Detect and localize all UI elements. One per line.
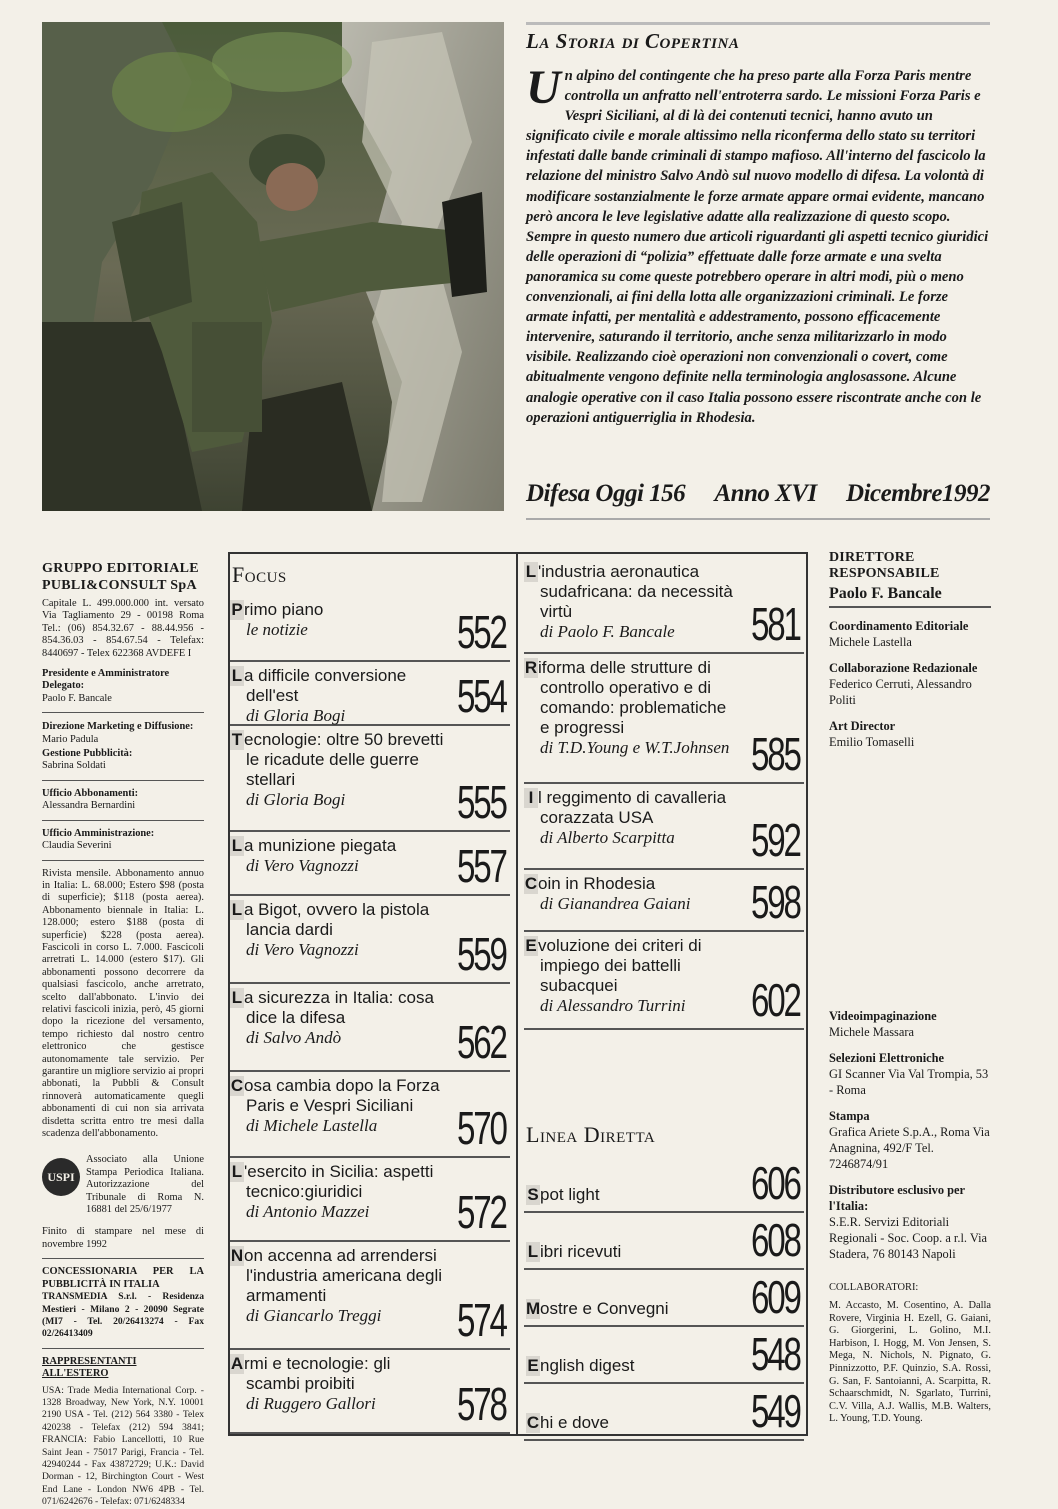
ads-heading: CONCESSIONARIA PER LA PUBBLICITÀ IN ITALIA (42, 1266, 204, 1290)
divider (42, 860, 204, 861)
toc-entry-title-text: a munizione piegata (244, 836, 397, 855)
toc-entry-page-number: 578 (457, 1378, 506, 1430)
toc-entry-initial: R (524, 658, 538, 677)
staff-role-label: Art Director (829, 719, 896, 733)
linea-entry-title (528, 1413, 609, 1433)
toc-entry (230, 984, 510, 1072)
director-label: DIRETTORE RESPONSABILE (829, 550, 940, 581)
toc-entry-title (524, 936, 740, 996)
toc-entry-page-number: 592 (751, 814, 800, 866)
toc-entry-title (230, 988, 446, 1028)
toc-entry-initial: I (524, 788, 538, 808)
toc-entry-initial: L (231, 666, 243, 685)
toc-entry-title (524, 788, 740, 828)
role-label: Ufficio Abbonamenti: (42, 787, 139, 799)
cover-story (526, 22, 990, 428)
staff-role-name: Federico Cerruti, Alessandro Politi (829, 677, 972, 707)
uspi-logo: USPI (42, 1158, 80, 1196)
print-date: Finito di stampare nel mese di novembre 1992 (42, 1226, 204, 1250)
toc-entry-initial: C (230, 1076, 244, 1095)
staff-column (829, 550, 991, 1426)
toc-entry (230, 1242, 510, 1350)
toc-entry-title (524, 874, 740, 894)
staff-role-label: Collaborazione Redazionale (829, 661, 978, 675)
role-name: Sabrina Soldati (42, 760, 106, 772)
toc-entry-title (230, 600, 446, 620)
toc-entry (524, 784, 804, 870)
toc-entry-author: di Salvo Andò (246, 1028, 342, 1047)
toc-entry-title-text: l reggimento di cavalleria corazzata USA (538, 788, 727, 827)
divider (42, 712, 204, 713)
staff-role-name: Grafica Ariete S.p.A., Roma Via Anagnina, 492/F Tel. 7246874/91 (829, 1125, 990, 1171)
toc-entry-title-text: a Bigot, ovvero la pistola lancia dardi (244, 900, 430, 939)
linea-entry-page-number: 609 (751, 1271, 800, 1323)
toc-entry-title-text: 'industria aeronautica sudafricana: da necessità virtù (538, 562, 733, 621)
toc-entry-page-number: 559 (457, 928, 506, 980)
collaborators-label: COLLABORATORI: (829, 1282, 919, 1293)
staff-role-label: Selezioni Elettroniche (829, 1051, 945, 1065)
linea-entry-title-text: hi e dove (540, 1413, 609, 1432)
linea-entry-initial: C (526, 1413, 540, 1432)
toc-entry-title-text: 'esercito in Sicilia: aspetti tecnico:giuridici (244, 1162, 434, 1201)
story-body (526, 61, 990, 428)
role-name: Mario Padula (42, 733, 99, 745)
toc-entry-page-number: 598 (751, 876, 800, 928)
linea-entry (524, 1213, 804, 1270)
toc-entry-page-number: 557 (457, 840, 506, 892)
linea-entry-title (528, 1356, 635, 1376)
staff-role-label: Videoimpaginazione (829, 1009, 937, 1023)
toc-entry-title-text: iforma delle strutture di controllo operativo e di comando: problematiche e progressi (538, 658, 727, 737)
staff-role-name: S.E.R. Servizi Editoriali Regionali - Soc. Coop. a r.l. Via Stadera, 76 80143 Napoli (829, 1215, 988, 1261)
toc-entry-author: di Gloria Bogi (246, 706, 346, 725)
toc-divider (516, 552, 518, 1436)
issue-date: Dicembre1992 (846, 480, 990, 507)
toc-entry-page-number: 572 (457, 1186, 506, 1238)
toc-entry-page-number: 581 (751, 598, 800, 650)
staff-role-label: Coordinamento Editoriale (829, 619, 969, 633)
toc-entry (524, 558, 804, 654)
toc-entry-author: di Alberto Scarpitta (540, 828, 675, 847)
foreign-text: USA: Trade Media International Corp. - 1328 Broadway, New York, N.Y. 10001 2190 USA - Tel. (212) 564 3380 - Telex 420238 - Telefax (212) 594 3841; FRANCIA: Fabio Lancellotti, 10 Rue Saint Jean - 75017 Parigi, Francia - Tel. 42940244 - Fax 43872729; U.K.: David Dorman - 12, Birchington Court - West End Lane - London NW6 4PB - Tel. 071/6242676 - Telefax: 071/6248334 (42, 1384, 204, 1508)
toc-entry-title (230, 1076, 446, 1116)
toc-entry-page-number: 555 (457, 776, 506, 828)
linea-entry-title (528, 1242, 621, 1262)
linea-entry-page-number: 608 (751, 1214, 800, 1266)
ads-text: TRANSMEDIA S.r.l. - Residenza Mestieri - Milano 2 - 20090 Segrate (MI7 - Tel. 20/26413274 - Fax 02/26413409 (42, 1291, 204, 1340)
story-title: La Storia di Copertina (526, 29, 740, 53)
linea-entry-title-text: pot light (540, 1185, 600, 1204)
director-name: Paolo F. Bancale (829, 586, 991, 608)
toc-entry-title-text: on accenna ad arrendersi l'industria americana degli armamenti (244, 1246, 443, 1305)
story-rule (526, 22, 990, 25)
publisher-address: Capitale L. 499.000.000 int. versato Via Tagliamento 29 - 00198 Roma Tel.: (06) 854.32.67 - 88.44.956 - 854.36.03 - 854.67.54 - Telefax: 8440697 - Telex 622368 AVDEFE I (42, 598, 204, 659)
toc-entry-author: di Gianandrea Gaiani (540, 894, 691, 913)
toc-entry-title (230, 1246, 446, 1306)
toc-entry (524, 932, 804, 1030)
toc-entry-page-number: 562 (457, 1016, 506, 1068)
toc-entry-initial: A (230, 1354, 244, 1373)
publisher-name: GRUPPO EDITORIALE PUBLI&CONSULT SpA (42, 561, 199, 593)
toc-entry-title (524, 658, 740, 738)
toc-entry (524, 654, 804, 784)
toc-entry (230, 1072, 510, 1158)
publisher-column (42, 560, 204, 1509)
uspi-block (42, 1154, 204, 1216)
toc-entry-author: di Ruggero Gallori (246, 1394, 376, 1413)
staff-role-name: GI Scanner Via Val Trompia, 53 - Roma (829, 1067, 989, 1097)
toc-entry-title (230, 730, 446, 790)
focus-column (230, 558, 510, 1434)
linea-entry-title-text: ibri ricevuti (540, 1242, 622, 1261)
toc-entry-author: di Antonio Mazzei (246, 1202, 370, 1221)
toc-entry-initial: L (231, 836, 243, 855)
staff-role-label: Distributore esclusivo per l'Italia: (829, 1183, 965, 1213)
divider (42, 1258, 204, 1259)
toc-entry-initial: P (231, 600, 243, 619)
toc-entry-initial: E (525, 936, 537, 955)
issue-year: Anno XVI (714, 480, 817, 507)
toc-entry (230, 1350, 510, 1434)
linea-entry-title (528, 1299, 669, 1319)
linea-entry-title-text: ostre e Convegni (540, 1299, 669, 1318)
toc-entry (230, 662, 510, 726)
toc-entry-page-number: 554 (457, 670, 506, 722)
toc-entry-title-text: rmi e tecnologie: gli scambi proibiti (244, 1354, 391, 1393)
toc-entry-initial: N (230, 1246, 244, 1265)
toc-entry-title (230, 1162, 446, 1202)
toc-entry-page-number: 570 (457, 1102, 506, 1154)
role-label: Direzione Marketing e Diffusione: (42, 721, 194, 733)
toc-entry-title-text: oin in Rhodesia (538, 874, 656, 893)
toc-entry-author: di Michele Lastella (246, 1116, 378, 1135)
role-name: Claudia Severini (42, 840, 112, 852)
toc-entry (230, 896, 510, 984)
toc-entry-title-text: osa cambia dopo la Forza Paris e Vespri Siciliani (244, 1076, 440, 1115)
toc-entry-title-text: a sicurezza in Italia: cosa dice la difesa (244, 988, 434, 1027)
toc-entry (230, 1158, 510, 1242)
linea-entry-initial: M (526, 1299, 541, 1318)
linea-entry-initial: E (527, 1356, 539, 1375)
toc-entry (524, 870, 804, 932)
toc-entry-author: di Giancarlo Treggi (246, 1306, 382, 1325)
toc-entry-page-number: 552 (457, 606, 506, 658)
toc-entry-initial: T (231, 730, 243, 749)
issue-name: Difesa Oggi 156 (526, 480, 686, 507)
toc-entry-author: di T.D.Young e W.T.Johnsen (540, 738, 730, 757)
toc-entry-initial: L (231, 988, 243, 1007)
toc-entry-page-number: 585 (751, 728, 800, 780)
uspi-text: Associato alla Unione Stampa Periodica Italiana. Autorizzazione del Tribunale di Roma N. 16881 del 25/6/1977 (86, 1154, 204, 1216)
toc-entry-page-number: 574 (457, 1294, 506, 1346)
linea-entry (524, 1327, 804, 1384)
staff-role-label: Stampa (829, 1109, 870, 1123)
linea-entry-title-text: nglish digest (540, 1356, 635, 1375)
story-text: n alpino del contingente che ha preso parte alla Forza Paris mentre controlla un anfratto nell'entroterra sardo. Le missioni Forza Paris e Vespri Siciliani, al di là dei contenuti tecnici, hanno avuto un significato civile e morale altissimo nella riconferma dello stato su territori infestati dalle bande criminali di stampo mafioso. All'interno del fascicolo la relazione del ministro Salvo Andò sul nuovo modello di difesa. La volontà di modificare sostanzialmente le forze armate appare ormai evidente, mancano però ancora le leve legislative adatte alla realizzazione di questo scopo. Sempre in questo numero due articoli riguardanti gli aspetti tecnico giuridici delle operazioni di “polizia” effettuate dalle forze armate e una svelta panoramica su come queste potrebbero operare in altri modi, più o meno convenzionali, ai fini della lotta alle organizzazioni criminali. Le forze armate infatti, per mentalità e addestramento, possono efficacemente intervenire, saturando il territorio, anche senza militarizzarlo in modo visibile. Realizzando cioè operazioni non convenzionali o covert, come abitualmente vengono definite nella terminologia anglosassone. Alcune analogie operative con il caso Italia possono essere riscontrate anche con le operazioni antiguerriglia in Rhodesia. (526, 68, 989, 426)
issue-rule (526, 518, 990, 520)
role-name: Alessandra Bernardini (42, 800, 136, 812)
linea-entry (524, 1156, 804, 1213)
toc-entry-title (230, 1354, 446, 1394)
toc-entry-author: di Vero Vagnozzi (246, 856, 359, 875)
linea-entry-initial: S (527, 1185, 539, 1204)
staff-role-name: Michele Lastella (829, 635, 912, 649)
linea-entry-initial: L (527, 1242, 539, 1261)
role-name: Paolo F. Bancale (42, 692, 112, 704)
linea-heading: Linea Diretta (526, 1122, 656, 1147)
toc-entry (230, 596, 510, 662)
toc-entry-author: di Vero Vagnozzi (246, 940, 359, 959)
toc-entry-author: di Gloria Bogi (246, 790, 346, 809)
role-label: Gestione Pubblicità: (42, 748, 133, 760)
focus-heading: Focus (232, 562, 287, 587)
staff-role-name: Michele Massara (829, 1025, 914, 1039)
toc-entry-initial: L (525, 562, 537, 581)
role-label: Presidente e Amministratore Delegato: (42, 668, 170, 692)
divider (42, 780, 204, 781)
toc-entry-title-text: a difficile conversione dell'est (244, 666, 407, 705)
articles-column (524, 558, 804, 1441)
divider (42, 1348, 204, 1349)
cover-photo (42, 22, 504, 511)
issue-line (526, 480, 990, 508)
collaborators-list: M. Accasto, M. Cosentino, A. Dalla Rovere, Virginia H. Ezell, G. Gaiani, G. Giorgerini, L. Golino, M.I. Harbison, I. Hogg, M. Von Jensen, S. Mega, N. Nichols, N. Pignato, G. Pinnizzotto, P.F. Quinzio, S.A. Rossi, G. San, F. Santoianni, A. Scarpitta, R. Schaarschmidt, N. Sgarlato, Turrini, C.V. Villa, A.J. Wallis, M.B. Walters, L. Young, T.D. Young. (829, 1300, 991, 1425)
staff-role-name: Emilio Tomaselli (829, 735, 915, 749)
toc-entry-initial: L (231, 900, 243, 919)
subscription-info: Rivista mensile. Abbonamento annuo in Italia: L. 68.000; Estero $98 (posta di superficie); $118 (posta aerea). Abbonamento biennale in Italia: L. 128.000; estero $188 (posta di superficie) $228 (posta aerea). Fascicoli in corso L. 7.000. Fascicoli arretrati L. 14.000 (estero $17). Gli abbonamenti possono decorrere da qualsiasi fascicolo, anche arretrato, scelto dall'abbonato. L'invio dei relativi fascicoli inizia, però, 45 giorni dopo la ricezione del versamento, tempo richiesto dal nostro centro elettronico che gestisce autonomamente tale servizio. Per garantire un migliore servizio ai propri abbonati, la Pubbli & Consult rinnoverà automaticamente quegli abbonamenti di cui non sia arrivata disdetta scritta entro tre mesi dalla scadenza dell'abbonamento. (42, 867, 204, 1140)
foreign-heading: RAPPRESENTANTI ALL'ESTERO (42, 1355, 137, 1380)
linea-entry (524, 1270, 804, 1327)
toc-entry-title (230, 836, 446, 856)
linea-entry-page-number: 549 (751, 1385, 800, 1437)
divider (42, 820, 204, 821)
toc-entry (230, 832, 510, 896)
story-dropcap: U (526, 61, 561, 114)
toc-entry-title-text: rimo piano (244, 600, 324, 619)
toc-entry-initial: L (231, 1162, 243, 1181)
toc-entry-title (524, 562, 740, 622)
toc-entry-author: di Alessandro Turrini (540, 996, 686, 1015)
toc-entry-title-text: ecnologie: oltre 50 brevetti le ricadute delle guerre stellari (244, 730, 444, 789)
toc-entry-title-text: voluzione dei criteri di impiego dei battelli subacquei (538, 936, 702, 995)
toc-entry-author: le notizie (246, 620, 308, 639)
toc-entry-initial: C (524, 874, 538, 893)
linea-entry-page-number: 606 (751, 1157, 800, 1209)
linea-entry (524, 1384, 804, 1441)
role-label: Ufficio Amministrazione: (42, 827, 155, 839)
toc-entry-author: di Paolo F. Bancale (540, 622, 675, 641)
toc-entry-title (230, 666, 446, 706)
toc-entry (230, 726, 510, 832)
toc-entry-title (230, 900, 446, 940)
toc-entry-page-number: 602 (751, 974, 800, 1026)
linea-entry-page-number: 548 (751, 1328, 800, 1380)
linea-entry-title (528, 1185, 600, 1205)
